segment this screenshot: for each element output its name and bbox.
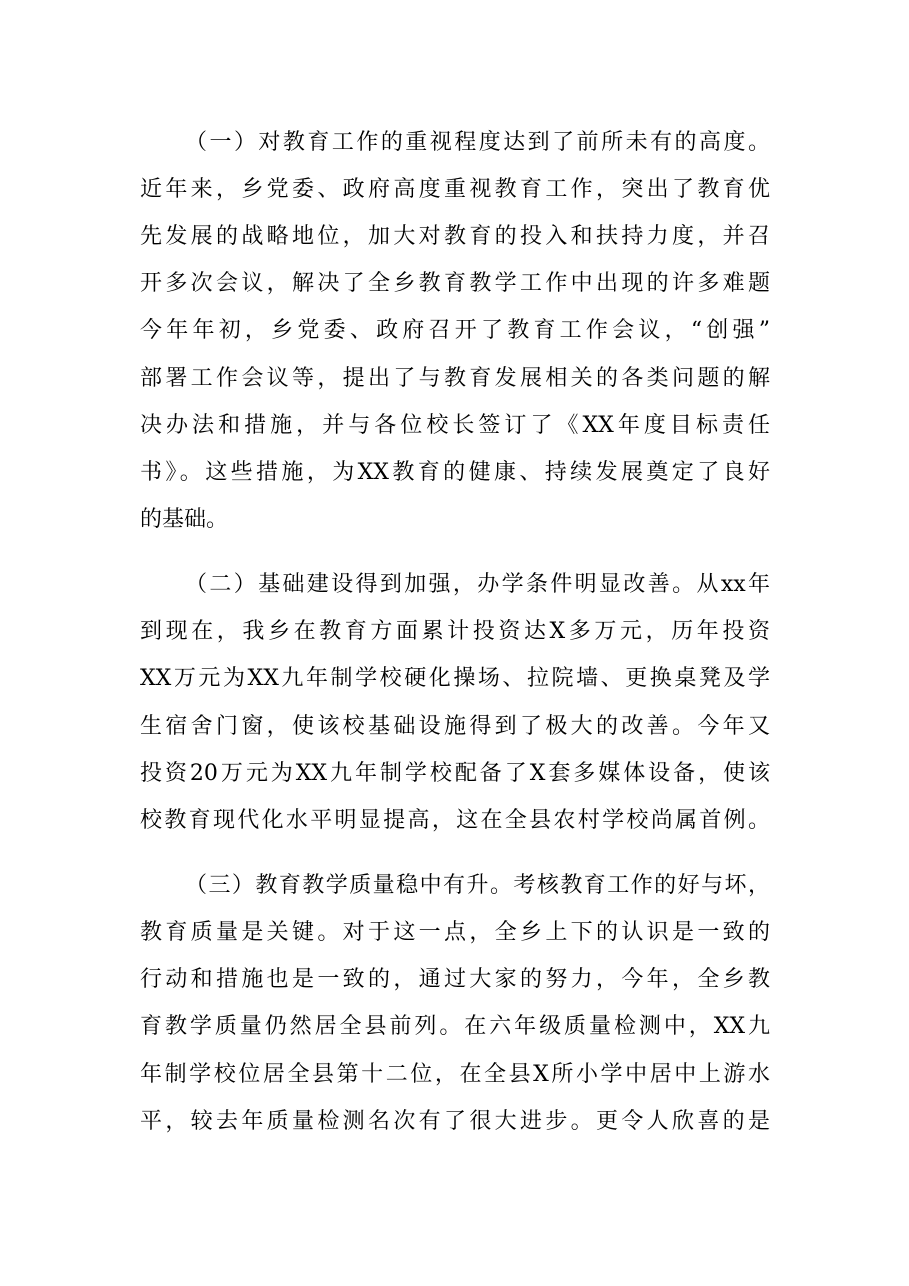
paragraph-2-line-3: XX万元为XX九年制学校硬化操场、拉院墙、更换桌凳及学: [140, 666, 770, 691]
paragraph-1-line-8: 书》。这些措施，为XX教育的健康、持续发展奠定了良好: [140, 460, 770, 485]
paragraph-1-line-7: 决办法和措施，并与各位校长签订了《XX年度目标责任: [140, 413, 770, 438]
paragraph-1-line-2: 近年来，乡党委、政府高度重视教育工作，突出了教育优: [140, 177, 770, 202]
paragraph-1-line-3: 先发展的战略地位，加大对教育的投入和扶持力度，并召: [140, 224, 770, 249]
paragraph-1-line-5: 今年年初，乡党委、政府召开了教育工作会议，“创强”: [140, 318, 770, 343]
paragraph-3-line-4: 育教学质量仍然居全县前列。在六年级质量检测中，XX九: [140, 1014, 770, 1039]
paragraph-3-line-6: 平，较去年质量检测名次有了很大进步。更令人欣喜的是: [140, 1109, 770, 1134]
paragraph-1-line-6: 部署工作会议等，提出了与教育发展相关的各类问题的解: [140, 366, 770, 391]
paragraph-3-line-5: 年制学校位居全县第十二位，在全县X所小学中居中上游水: [140, 1062, 770, 1087]
paragraph-2-line-6: 校教育现代化水平明显提高，这在全县农村学校尚属首例。: [140, 808, 770, 833]
paragraph-3-line-2: 教育质量是关键。对于这一点，全乡上下的认识是一致的: [140, 920, 770, 945]
paragraph-2-line-5: 投资20万元为XX九年制学校配备了X套多媒体设备，使该: [140, 761, 770, 786]
paragraph-2-line-1: （二）基础建设得到加强，办学条件明显改善。从xx年: [185, 572, 770, 597]
paragraph-1-line-1: （一）对教育工作的重视程度达到了前所未有的高度。: [185, 130, 770, 155]
paragraph-3-line-1: （三）教育教学质量稳中有升。考核教育工作的好与坏，: [185, 873, 770, 898]
paragraph-1-line-4: 开多次会议，解决了全乡教育教学工作中出现的许多难题: [140, 271, 770, 296]
paragraph-2-line-2: 到现在，我乡在教育方面累计投资达X多万元，历年投资: [140, 619, 770, 644]
paragraph-2-line-4: 生宿舍门窗，使该校基础设施得到了极大的改善。今年又: [140, 714, 770, 739]
paragraph-1-line-9: 的基础。: [140, 507, 229, 532]
paragraph-3-line-3: 行动和措施也是一致的，通过大家的努力，今年，全乡教: [140, 967, 770, 992]
